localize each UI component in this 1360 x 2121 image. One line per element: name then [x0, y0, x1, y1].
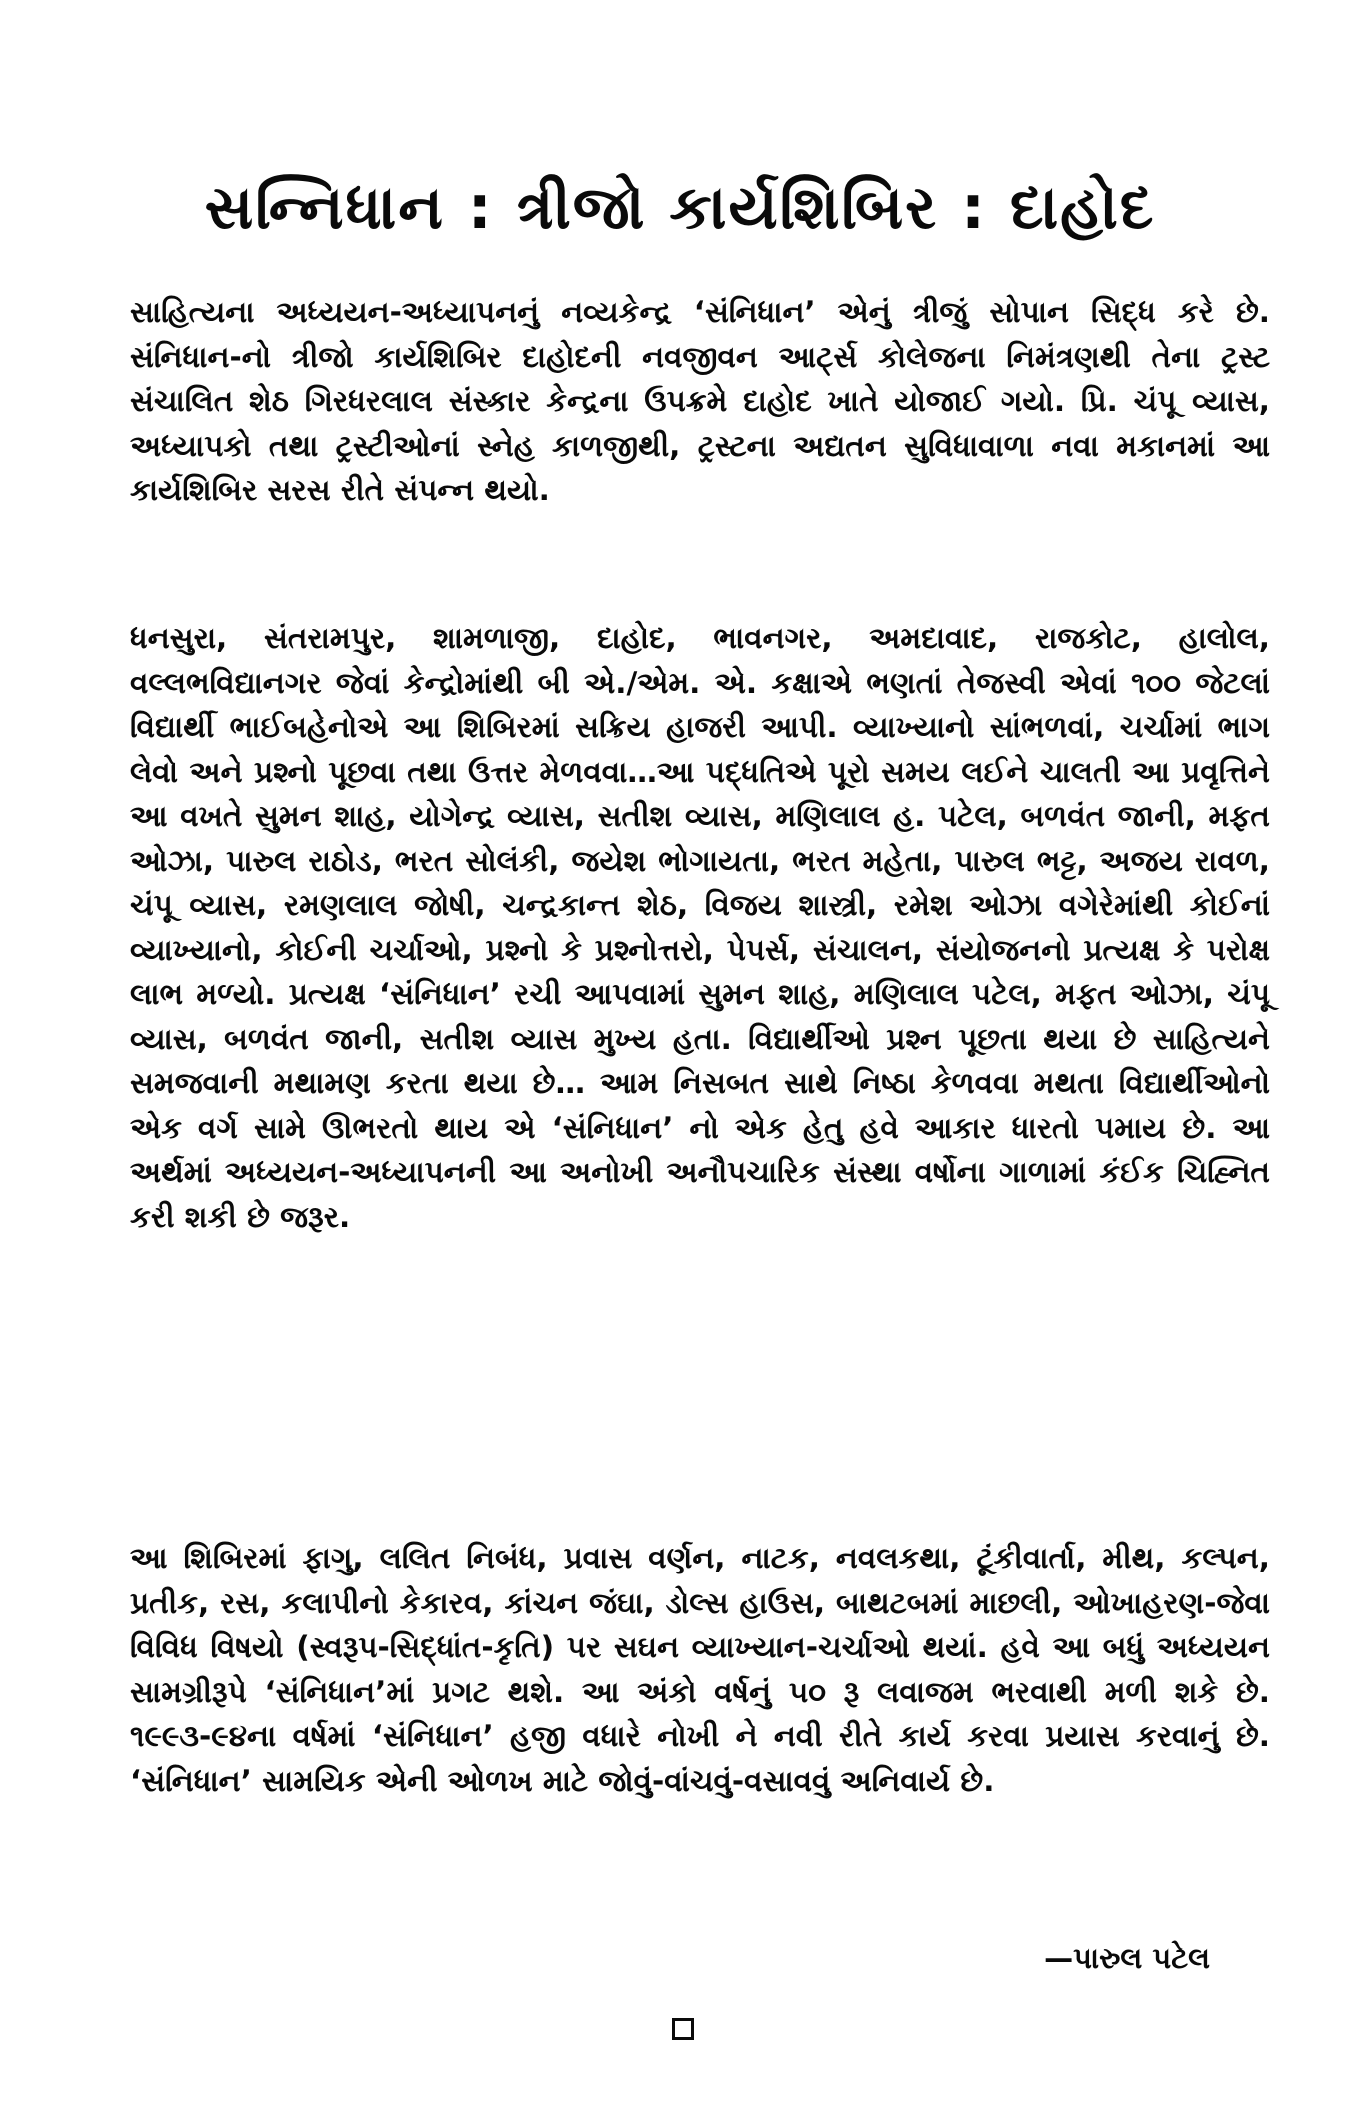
author-signature: —પારુલ પટેલ	[1044, 1941, 1210, 1975]
end-square-icon	[672, 2018, 694, 2040]
page-title: સન્નિધાન : ત્રીજો કાર્યશિબિર : દાહોદ	[204, 173, 1156, 243]
paragraph-intro: સાહિત્યના અધ્યયન-અધ્યાપનનું નવ્યકેન્દ્ર ‘સંનિધાન’ એનું ત્રીજું સોપાન સિદ્ધ કરે છે. સંનિધાન-નો ત્રીજો કાર્યશિબિર દાહોદની નવજીવન આર્ટ્સ કોલેજના નિમંત્રણથી તેના ટ્રસ્ટ સંચાલિત શેઠ ગિરધરલાલ સંસ્કાર કેન્દ્રના ઉપક્રમે દાહોદ ખાતે યોજાઈ ગયો. પ્રિ. ચંપૂ વ્યાસ, અધ્યાપકો તથા ટ્રસ્ટીઓનાં સ્નેહ કાળજીથી, ટ્રસ્ટના અદ્યતન સુવિધાવાળા નવા મકાનમાં આ કાર્યશિબિર સરસ રીતે સંપન્ન થયો.	[130, 295, 1270, 507]
paragraph-participants: ધનસુરા, સંતરામપુર, શામળાજી, દાહોદ, ભાવનગર, અમદાવાદ, રાજકોટ, હાલોલ, વલ્લભવિદ્યાનગર જેવાં કેન્દ્રોમાંથી બી એ./એમ. એ. કક્ષાએ ભણતાં તેજસ્વી એવાં ૧૦૦ જેટલાં વિદ્યાર્થી ભાઈબહેનોએ આ શિબિરમાં સક્રિય હાજરી આપી. વ્યાખ્યાનો સાંભળવાં, ચર્ચામાં ભાગ લેવો અને પ્રશ્નો પૂછવા તથા ઉત્તર મેળવવા…આ પદ્ધતિએ પૂરો સમય લઈને ચાલતી આ પ્રવૃત્તિને આ વખતે સુમન શાહ, યોગેન્દ્ર વ્યાસ, સતીશ વ્યાસ, મણિલાલ હ. પટેલ, બળવંત જાની, મફત ઓઝા, પારુલ રાઠોડ, ભરત સોલંકી, જયેશ ભોગાયતા, ભરત મહેતા, પારુલ ભટ્ટ, અજય રાવળ, ચંપૂ વ્યાસ, રમણલાલ જોષી, ચન્દ્રકાન્ત શેઠ, વિજય શાસ્ત્રી, રમેશ ઓઝા વગેરેમાંથી કોઈનાં વ્યાખ્યાનો, કોઈની ચર્ચાઓ, પ્રશ્નો કે પ્રશ્નોત્તરો, પેપર્સ, સંચાલન, સંયોજનનો પ્રત્યક્ષ કે પરોક્ષ લાભ મળ્યો. પ્રત્યક્ષ ‘સંનિધાન’ રચી આપવામાં સુમન શાહ, મણિલાલ પટેલ, મફત ઓઝા, ચંપૂ વ્યાસ, બળવંત જાની, સતીશ વ્યાસ મુખ્ય હતા. વિદ્યાર્થીઓ પ્રશ્ન પૂછતા થયા છે સાહિત્યને સમજવાની મથામણ કરતા થયા છે… આમ નિસબત સાથે નિષ્ઠા કેળવવા મથતા વિદ્યાર્થીઓનો એક વર્ગ સામે ઊભરતો થાય એ ‘સંનિધાન’ નો એક હેતુ હવે આકાર ધારતો પમાય છે. આ અર્થમાં અધ્યયન-અધ્યાપનની આ અનોખી અનૌપચારિક સંસ્થા વર્ષોના ગાળામાં કંઈક ચિહ્નિત કરી શકી છે જરૂર.	[130, 621, 1270, 1234]
paragraph-topics: આ શિબિરમાં ફાગુ, લલિત નિબંધ, પ્રવાસ વર્ણન, નાટક, નવલકથા, ટૂંકીવાર્તા, મીથ, કલ્પન, પ્રતીક, રસ, કલાપીનો કેકારવ, કાંચન જંઘા, ડોલ્સ હાઉસ, બાથટબમાં માછલી, ઓખાહરણ-જેવા વિવિધ વિષયો (સ્વરૂપ-સિદ્ધાંત-કૃતિ) પર સઘન વ્યાખ્યાન-ચર્ચાઓ થયાં. હવે આ બધું અધ્યયન સામગ્રીરૂપે ‘સંનિધાન’માં પ્રગટ થશે. આ અંકો વર્ષનું ૫૦ રૂ લવાજમ ભરવાથી મળી શકે છે. ૧૯૯૩-૯૪ના વર્ષમાં ‘સંનિધાન’ હજી વધારે નોખી ને નવી રીતે કાર્ય કરવા પ્રયાસ કરવાનું છે. ‘સંનિધાન’ સામયિક એની ઓળખ માટે જોવું-વાંચવું-વસાવવું અનિવાર્ય છે.	[130, 1541, 1270, 1798]
